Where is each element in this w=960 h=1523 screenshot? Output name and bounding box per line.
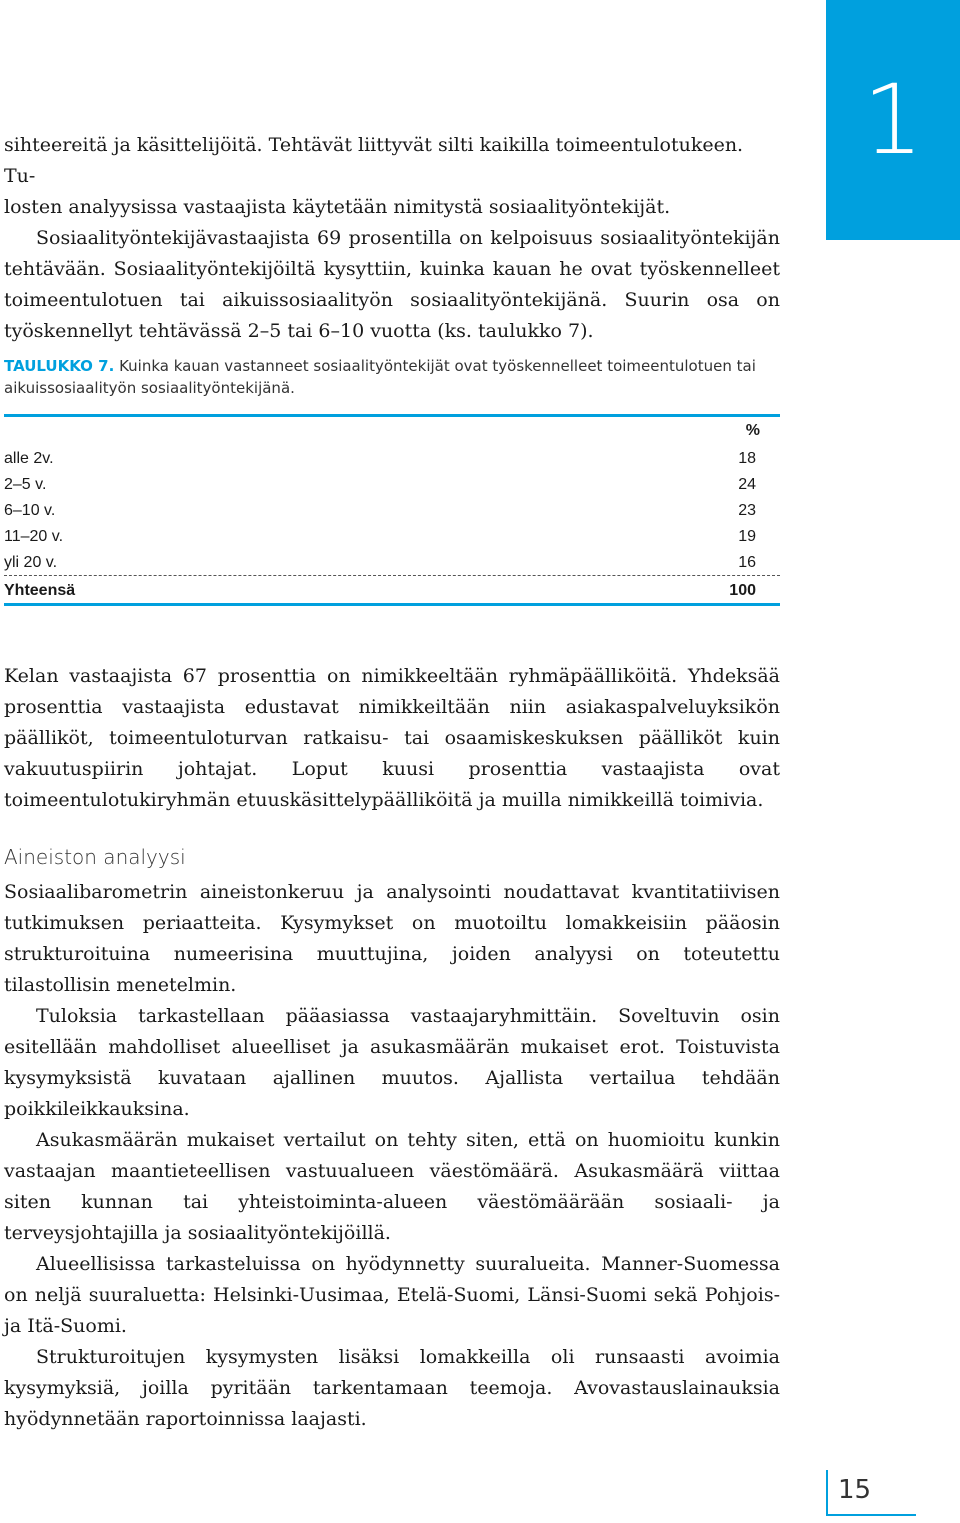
table-total-divider bbox=[4, 575, 780, 576]
row-value: 16 bbox=[738, 554, 756, 571]
table-col-header: % bbox=[745, 422, 760, 439]
page-number: 15 bbox=[826, 1470, 916, 1516]
table-bottom-rule bbox=[4, 603, 780, 606]
table-row bbox=[4, 524, 756, 550]
intro-line-1: sihteereitä ja käsittelijöitä. Tehtävät liittyvät silti kaikilla toimeentulotukeen. Tu- bbox=[4, 134, 744, 187]
chapter-tab bbox=[826, 0, 960, 240]
table-caption bbox=[4, 355, 780, 399]
total-value: 100 bbox=[729, 582, 756, 599]
row-value: 18 bbox=[738, 450, 756, 467]
row-value: 19 bbox=[738, 528, 756, 545]
section-paragraph: Sosiaalibarometrin aineistonkeruu ja analysointi noudattavat kvantitatiivisen tutkimuksen periaatteita. Kysymykset on muotoiltu lomakkeisiin pääosin strukturoituina numeerisina muuttujina, joiden analyysi on toteutettu tilastollisin menetelmin. bbox=[4, 881, 780, 996]
table-header-row bbox=[4, 418, 760, 444]
post-table-paragraph: Kelan vastaajista 67 prosenttia on nimikkeeltään ryhmäpäälliköitä. Yhdeksää prosenttia vastaajista edustavat nimikkeiltään niin asiakaspalveluyksikön päälliköt, toimeentuloturvan ratkaisu- tai osaamiskeskuksen päälliköt kuin vakuutuspiirin johtajat. Loput kuusi prosenttia vastaajista ovat toimeentulotukiryhmän etuuskäsittelypäälliköitä ja muilla nimikkeillä toimivia. bbox=[4, 665, 780, 811]
table-row bbox=[4, 446, 756, 472]
intro-text bbox=[4, 130, 780, 347]
section-body bbox=[4, 877, 780, 1435]
row-label: 6–10 v. bbox=[4, 502, 56, 519]
table-row bbox=[4, 550, 756, 576]
row-label: 2–5 v. bbox=[4, 476, 47, 493]
section-paragraph: Tuloksia tarkastellaan pääasiassa vastaajaryhmittäin. Soveltuvin osin esitellään mahdolliset alueelliset ja asukasmäärän mukaiset erot. Toistuvista kysymyksistä kuvataan ajallinen muutos. Ajallista vertailua tehdään poikkileikkauksina. bbox=[4, 1005, 780, 1120]
row-value: 23 bbox=[738, 502, 756, 519]
table-caption-label: TAULUKKO 7. bbox=[4, 357, 115, 375]
post-table-text bbox=[4, 661, 780, 816]
row-label: yli 20 v. bbox=[4, 554, 58, 571]
section-paragraph: Alueellisissa tarkasteluissa on hyödynnetty suuralueita. Manner-Suomessa on neljä suuraluetta: Helsinki-Uusimaa, Etelä-Suomi, Länsi-Suomi sekä Pohjois- ja Itä-Suomi. bbox=[4, 1253, 780, 1337]
row-label: alle 2v. bbox=[4, 450, 54, 467]
table-row bbox=[4, 472, 756, 498]
table-row bbox=[4, 498, 756, 524]
intro-line-2: losten analyysissa vastaajista käytetään nimitystä sosiaalityöntekijät. bbox=[4, 196, 671, 218]
table-top-rule bbox=[4, 414, 780, 417]
row-value: 24 bbox=[738, 476, 756, 493]
table-caption-text: Kuinka kauan vastanneet sosiaalityöntekijät ovat työskennelleet toimeentulotuen tai aikuissosiaalityön sosiaalityöntekijänä. bbox=[4, 357, 756, 397]
table-total-row bbox=[4, 578, 756, 604]
section-heading: Aineiston analyysi bbox=[4, 845, 186, 869]
row-label: 11–20 v. bbox=[4, 528, 64, 545]
total-label: Yhteensä bbox=[4, 582, 76, 599]
section-paragraph: Strukturoitujen kysymysten lisäksi lomakkeilla oli runsaasti avoimia kysymyksiä, joilla pyritään tarkentamaan teemoja. Avovastauslainauksia hyödynnetään raportoinnissa laajasti. bbox=[4, 1346, 780, 1430]
chapter-number: 1 bbox=[862, 64, 924, 176]
intro-paragraph: Sosiaalityöntekijävastaajista 69 prosentilla on kelpoisuus sosiaalityöntekijän tehtävään. Sosiaalityöntekijöiltä kysyttiin, kuinka kauan he ovat työskennelleet toimeentulotuen tai aikuissosiaalityön sosiaalityöntekijänä. Suurin osa on työskennellyt tehtävässä 2–5 tai 6–10 vuotta (ks. taulukko 7). bbox=[4, 227, 780, 342]
section-paragraph: Asukasmäärän mukaiset vertailut on tehty siten, että on huomioitu kunkin vastaajan maantieteellisen vastuualueen väestömäärä. Asukasmäärä viittaa siten kunnan tai yhteistoiminta-alueen väestömäärään sosiaali- ja terveysjohtajilla ja sosiaalityöntekijöillä. bbox=[4, 1129, 780, 1244]
